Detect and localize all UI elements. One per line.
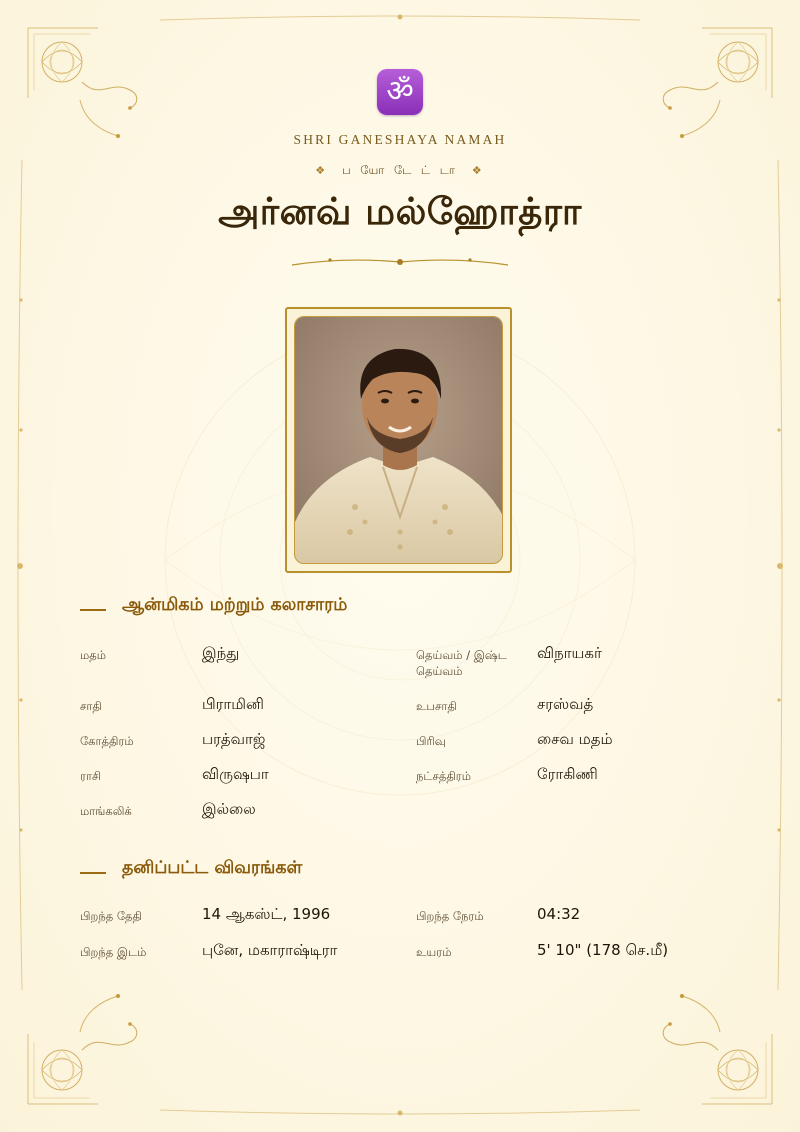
section-title: தனிப்பட்ட விவரங்கள் <box>122 858 303 878</box>
document-type-line <box>0 163 800 179</box>
blessing-text: SHRI GANESHAYA NAMAH <box>293 132 507 147</box>
field-label-nakshatra: நட்சத்திரம் <box>416 769 472 783</box>
portrait-photo <box>294 316 503 564</box>
title-divider <box>290 253 510 271</box>
field-value-religion: இந்து <box>202 644 240 662</box>
field-value-subcaste: சரஸ்வத் <box>537 695 594 713</box>
portrait-photo-icon <box>295 317 503 564</box>
diamond-icon: ❖ <box>471 164 485 177</box>
field-value-birth-time: 04:32 <box>537 905 581 923</box>
field-label-religion: மதம் <box>80 648 106 662</box>
field-label-gotra: கோத்திரம் <box>80 734 134 748</box>
field-label-rashi: ராசி <box>80 769 101 783</box>
heading-rule <box>80 609 106 611</box>
field-value-rashi: விருஷபா <box>202 765 269 783</box>
field-label-deity: தெய்வம் / இஷ்ட தெய்வம் <box>416 648 507 678</box>
heading-rule <box>80 872 106 874</box>
field-value-nakshatra: ரோகிணி <box>537 765 598 783</box>
field-value-height: 5' 10" (178 செ.மீ) <box>537 941 669 959</box>
section-heading-personal <box>80 857 302 881</box>
field-label-subcaste: உபசாதி <box>416 699 457 713</box>
diamond-icon: ❖ <box>315 164 329 177</box>
field-label-sect: பிரிவு <box>416 734 446 748</box>
om-icon: ॐ <box>377 69 423 115</box>
field-label-manglik: மாங்கலிக் <box>80 804 132 818</box>
field-label-birth-time: பிறந்த நேரம் <box>416 909 484 923</box>
field-value-birth-place: புனே, மகாராஷ்டிரா <box>202 941 338 959</box>
field-value-sect: சைவ மதம் <box>537 730 613 748</box>
candidate-name: அர்னவ் மல்ஹோத்ரா <box>218 190 582 233</box>
field-label-height: உயரம் <box>416 945 452 959</box>
field-value-deity: விநாயகர் <box>537 644 602 662</box>
field-value-birth-date: 14 ஆகஸ்ட், 1996 <box>202 905 331 923</box>
field-label-birth-place: பிறந்த இடம் <box>80 945 147 959</box>
document-type-label: ப யோ டே ட் டா <box>342 163 458 177</box>
field-label-birth-date: பிறந்த தேதி <box>80 909 142 923</box>
field-value-caste: பிராமினி <box>202 695 264 713</box>
photo-frame <box>285 307 512 573</box>
section-title: ஆன்மிகம் மற்றும் கலாசாரம் <box>122 595 348 615</box>
field-label-caste: சாதி <box>80 699 102 713</box>
section-heading-spiritual <box>80 594 347 618</box>
field-value-gotra: பரத்வாஜ் <box>202 730 266 748</box>
field-value-manglik: இல்லை <box>202 800 256 818</box>
